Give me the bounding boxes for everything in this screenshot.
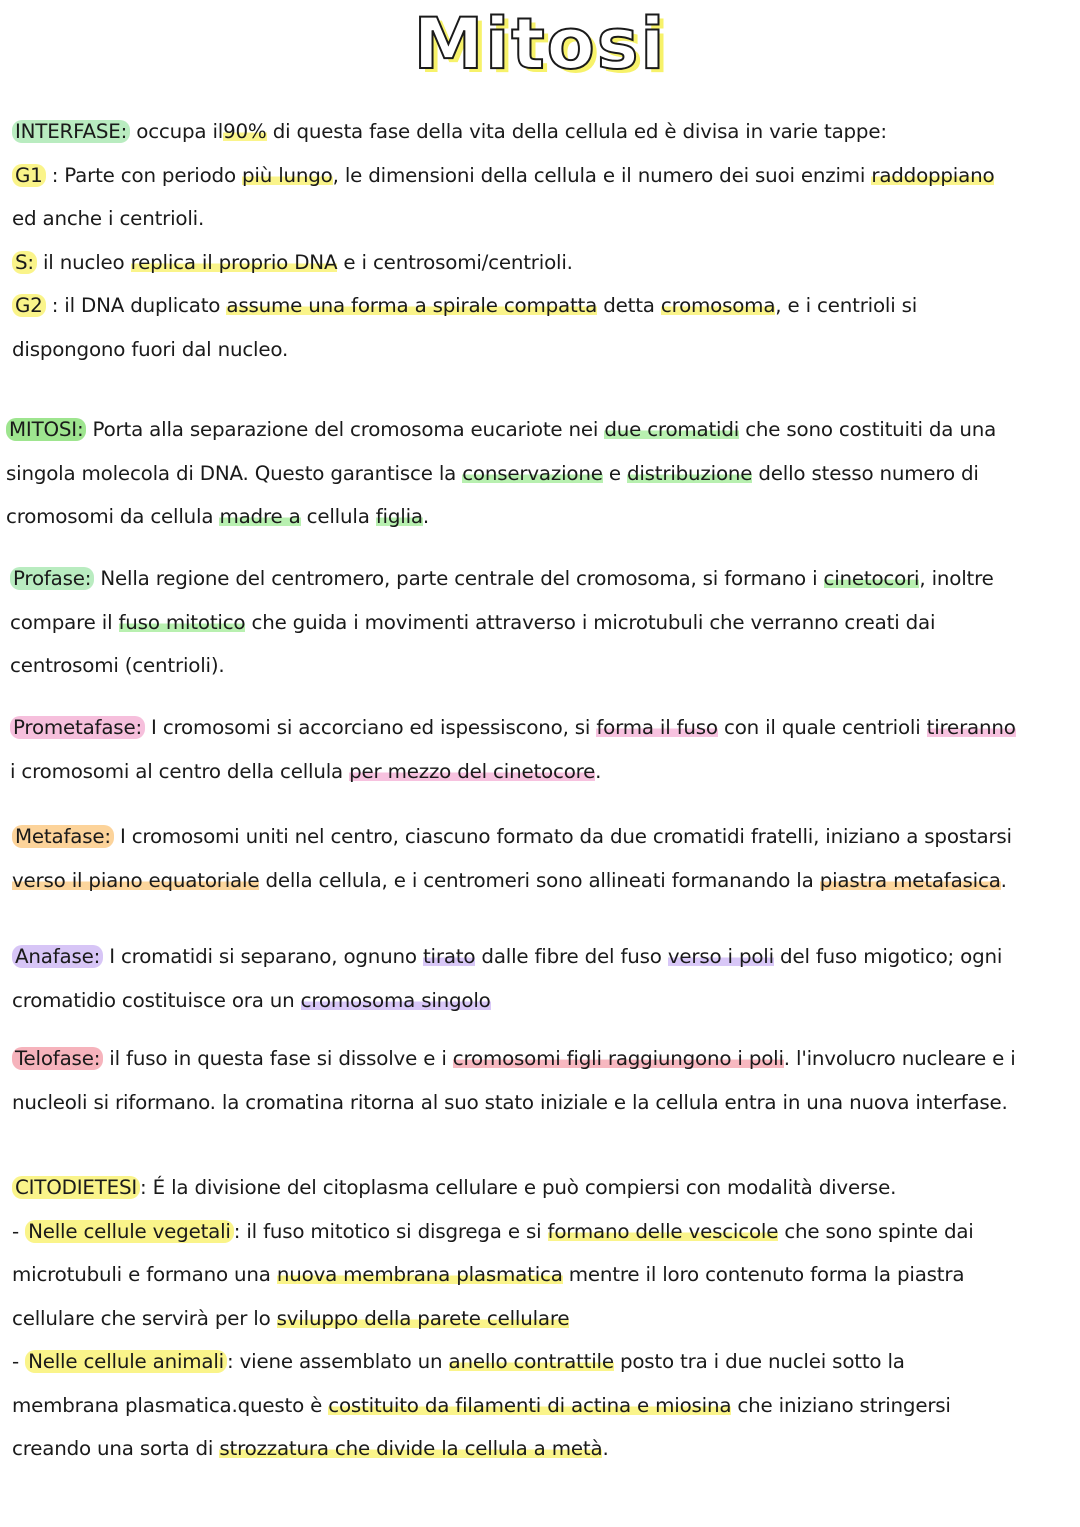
- text-line: centrosomi (centrioli).: [10, 654, 225, 677]
- text-line: Profase: Nella regione del centromero, parte centrale del cromosoma, si formano i cinetocori, inoltre: [10, 557, 1080, 601]
- text-line: INTERFASE: occupa il90% di questa fase della vita della cellula ed è divisa in varie tappe:: [12, 110, 1080, 154]
- section-prometafase: [0, 706, 1080, 793]
- text-line: Metafase: I cromosomi uniti nel centro, ciascuno formato da due cromatidi fratelli, iniziano a spostarsi: [12, 815, 1080, 859]
- text-line: dispongono fuori dal nucleo.: [12, 337, 289, 361]
- section-telofase: [0, 1037, 1080, 1124]
- text-line: cromosomi da cellula madre a cellula figlia.: [6, 505, 429, 528]
- text-line: Prometafase: I cromosomi si accorciano ed ispessiscono, si forma il fuso con il quale centrioli tireranno: [10, 706, 1080, 750]
- text-line: compare il fuso mitotico che guida i movimenti attraverso i microtubuli che verranno creati dai: [10, 610, 936, 634]
- text-line: S: il nucleo replica il proprio DNA e i centrosomi/centrioli.: [12, 241, 1080, 285]
- term-mitosi: MITOSI:: [6, 418, 86, 441]
- section-metafase: [0, 815, 1080, 902]
- section-citodietesi: [0, 1166, 1080, 1471]
- text-line: Telofase: il fuso in questa fase si dissolve e i cromosomi figli raggiungono i poli. l'involucro nucleare e i: [12, 1037, 1080, 1081]
- term-telofase: Telofase:: [12, 1047, 103, 1070]
- text-line: - Nelle cellule vegetali : il fuso mitotico si disgrega e si formano delle vescicole che sono spinte dai: [12, 1219, 974, 1243]
- text-line: - Nelle cellule animali : viene assemblato un anello contrattile posto tra i due nuclei sotto la: [12, 1350, 905, 1373]
- term-anafase: Anafase:: [12, 945, 103, 968]
- term-prometafase: Prometafase:: [10, 716, 145, 739]
- term-citodietesi: CITODIETESI: [12, 1176, 140, 1199]
- text-line: singola molecola di DNA. Questo garantisce la conservazione e distribuzione dello stesso numero di: [6, 461, 979, 485]
- text-line: MITOSI: Porta alla separazione del cromosoma eucariote nei due cromatidi che sono costituiti da una: [6, 408, 1080, 452]
- term-cellule-vegetali: Nelle cellule vegetali: [25, 1220, 234, 1243]
- text-line: membrana plasmatica.questo è costituito da filamenti di actina e miosina che iniziano stringersi: [12, 1393, 951, 1417]
- text-line: microtubuli e formano una nuova membrana plasmatica mentre il loro contenuto forma la piastra: [12, 1263, 965, 1286]
- section-anafase: [0, 935, 1080, 1022]
- text-line: creando una sorta di strozzatura che divide la cellula a metà.: [12, 1437, 609, 1460]
- term-g1: G1: [12, 164, 46, 187]
- term-g2: G2: [12, 294, 46, 317]
- term-profase: Profase:: [10, 567, 94, 590]
- section-profase: [0, 557, 1080, 688]
- term-metafase: Metafase:: [12, 825, 114, 848]
- term-s: S:: [12, 251, 37, 274]
- text-line: Anafase: I cromatidi si separano, ognuno tirato dalle fibre del fuso verso i poli del fuso migotico; ogni: [12, 935, 1080, 979]
- page-title: Mitosi: [413, 3, 667, 85]
- text-line: cromatidio costituisce ora un cromosoma singolo: [12, 988, 491, 1012]
- text-line: G1 : Parte con periodo più lungo, le dimensioni della cellula e il numero dei suoi enzimi raddoppiano: [12, 154, 1080, 198]
- section-interfase: [0, 110, 1080, 371]
- text-line: verso il piano equatoriale della cellula, e i centromeri sono allineati formanando la piastra metafasica.: [12, 868, 1007, 892]
- term-cellule-animali: Nelle cellule animali: [25, 1350, 227, 1373]
- text-line: CITODIETESI : É la divisione del citoplasma cellulare e può compiersi con modalità diverse.: [12, 1166, 1080, 1210]
- text-line: nucleoli si riformano. la cromatina ritorna al suo stato iniziale e la cellula entra in una nuova interfase.: [12, 1090, 1008, 1114]
- text-line: ed anche i centrioli.: [12, 207, 205, 230]
- text-line: G2 : il DNA duplicato assume una forma a spirale compatta detta cromosoma, e i centrioli si: [12, 284, 1080, 328]
- text-line: cellulare che servirà per lo sviluppo della parete cellulare: [12, 1306, 570, 1330]
- section-mitosi: [0, 408, 1080, 539]
- term-interfase: INTERFASE:: [12, 120, 130, 143]
- text-line: i cromosomi al centro della cellula per mezzo del cinetocore.: [10, 759, 602, 783]
